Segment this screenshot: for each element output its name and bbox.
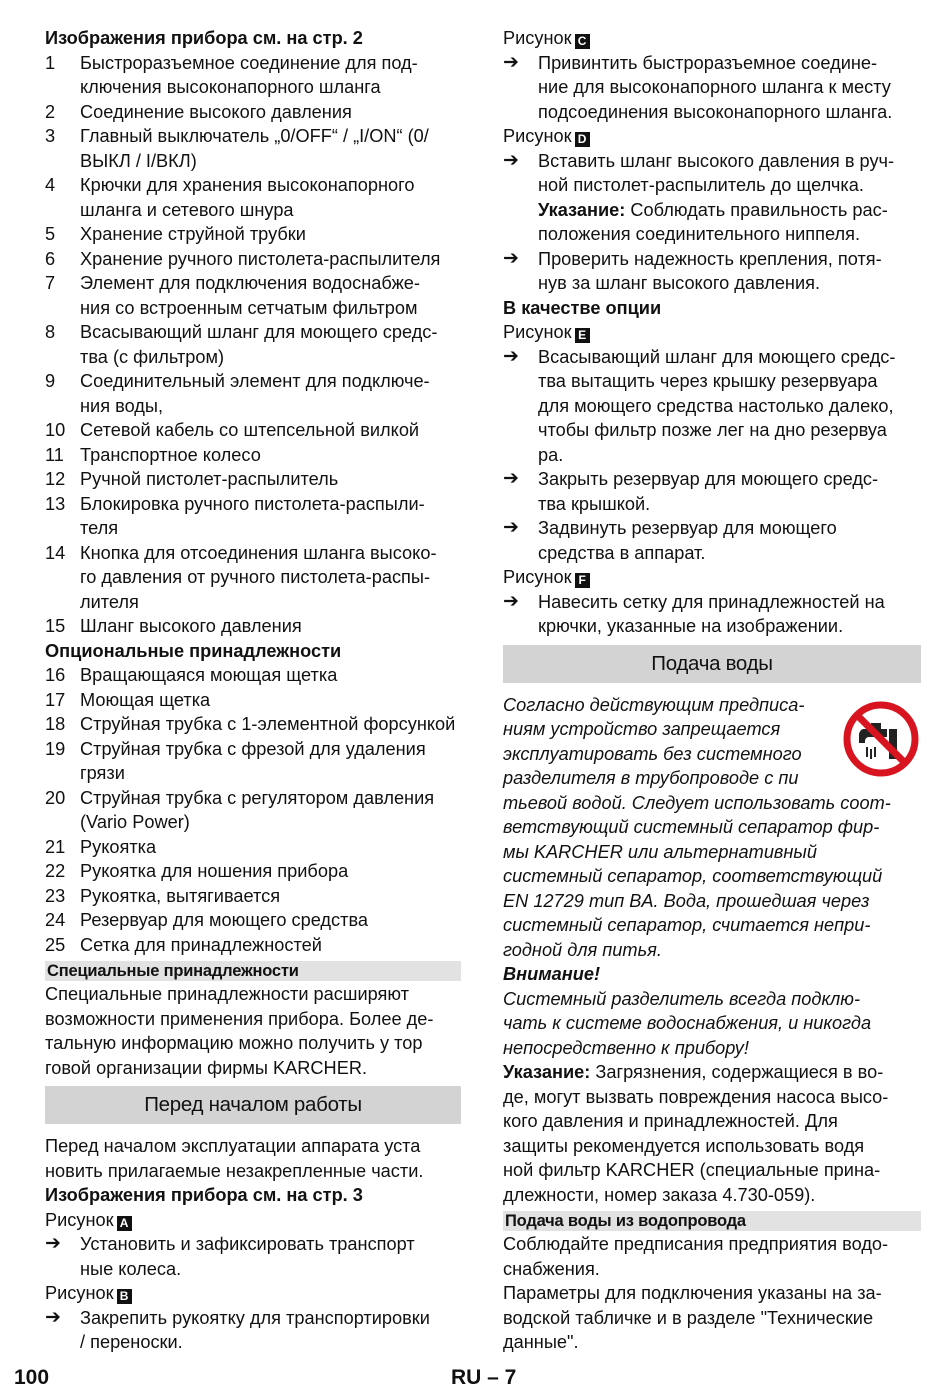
figure-reference [503,124,921,149]
right-arrow-icon: ➔ [503,468,519,489]
text-line: тьевой водой. Следует использовать соот- [503,792,891,813]
instruction-step [503,516,921,565]
text-line: Установить и зафиксировать транспорт [80,1234,415,1254]
list-item [45,173,461,222]
list-item [45,100,461,125]
item-number: 19 [45,738,66,759]
item-text: ния со встроенным сетчатым фильтром [80,297,418,318]
item-number: 25 [45,934,66,955]
text-line: крючки, указанные на изображении. [538,616,844,636]
text-line: Параметры для подключения указаны на за- [503,1283,882,1303]
item-text: тва (с фильтром) [80,346,225,367]
item-text: Элемент для подключения водоснабже- [80,273,420,293]
list-item [45,443,461,468]
list-item [45,271,461,320]
list-item [45,222,461,247]
special-accessories-text [45,982,461,1080]
text-line: тальную информацию можно получить у тор [45,1033,423,1053]
list-item [45,51,461,100]
text-line: мы KARCHER или альтернативный [503,841,817,862]
list-item [45,786,461,835]
list-item [45,712,461,737]
page-number: 100 [14,1366,50,1389]
instruction-step [45,1306,461,1355]
list-item [45,467,461,492]
text-line: положения соединительного ниппеля. [538,224,860,244]
subsection-heading: Специальные принадлежности [45,961,461,981]
list-item [45,247,461,272]
figure-label: Рисунок [503,28,572,48]
section-page-label: RU – 7 [451,1366,517,1389]
item-number: 9 [45,371,56,391]
right-arrow-icon: ➔ [45,1306,61,1328]
item-text: Моющая щетка [80,689,211,710]
parts-list [45,51,461,639]
figure-label: Рисунок [45,1283,114,1303]
note-label: Указание: [538,199,626,220]
instruction-step [503,345,921,468]
list-item [45,492,461,541]
text-line: тва вытащить через крышку резервуара [538,371,878,391]
instruction-step [45,1232,461,1281]
attention-label: Внимание! [503,964,601,984]
right-arrow-icon: ➔ [503,517,519,538]
text-line: Специальные принадлежности расширяют [45,984,409,1004]
text-line: снабжения. [503,1258,600,1279]
list-item [45,737,461,786]
right-arrow-icon: ➔ [503,51,519,73]
note-line [538,198,921,223]
list-item [45,859,461,884]
item-number: 24 [45,910,66,930]
text-line: возможности применения прибора. Более де- [45,1008,434,1029]
text-line: чать к системе водоснабжения, и никогда [503,1013,872,1033]
text-line: Проверить надежность крепления, потя- [538,248,882,269]
item-number: 15 [45,616,66,636]
list-item [45,884,461,909]
figure-reference [503,26,921,51]
text-line: Задвинуть резервуар для моющего [538,518,837,538]
text-line: ниям устройство запрещается [503,719,781,739]
note-line [503,1060,921,1085]
no-drinking-water-icon [841,699,921,779]
text-line: ние для высоконапорного шланга к месту [538,77,891,97]
text-line: новить прилагаемые незакрепленные части. [45,1160,424,1181]
text-line: ные колеса. [80,1258,182,1279]
item-text: Всасывающий шланг для моющего средс- [80,322,438,342]
item-number: 1 [45,52,56,73]
item-number: 16 [45,665,66,685]
right-arrow-icon: ➔ [503,590,519,612]
item-number: 17 [45,689,66,710]
text-line: Перед началом эксплуатации аппарата уста [45,1136,421,1156]
figure-reference [45,1281,461,1306]
item-text: грязи [80,763,125,783]
figure-label: Рисунок [503,567,572,587]
item-text: Блокировка ручного пистолета-распыли- [80,493,425,514]
item-text: Рукоятка для ношения прибора [80,861,349,881]
list-item [45,933,461,958]
right-column [503,26,921,1355]
list-item [45,320,461,369]
note-text: Загрязнения, содержащиеся в во- [590,1062,884,1082]
list-item [45,614,461,639]
item-text: го давления от ручного пистолета-распы- [80,567,431,587]
section-heading: Опциональные принадлежности [45,640,342,661]
text-line: чтобы фильтр позже лег на дно резервуа [538,420,887,440]
note-block [503,1060,921,1207]
instruction-step [503,149,921,247]
text-line: длежности, номер заказа 4.730-059). [503,1184,816,1205]
text-line: средства в аппарат. [538,542,706,563]
item-text: Транспортное колесо [80,444,261,465]
text-line: тва крышкой. [538,493,651,514]
text-line: водской табличке и в разделе "Технические [503,1307,874,1328]
text-line: Привинтить быстроразъемное соедине- [538,52,878,73]
right-arrow-icon: ➔ [503,247,519,269]
item-number: 22 [45,861,66,881]
item-number: 7 [45,273,56,293]
item-number: 14 [45,542,66,563]
list-item [45,124,461,173]
item-text: Сетка для принадлежностей [80,934,322,955]
right-arrow-icon: ➔ [503,149,519,171]
figure-reference [45,1208,461,1233]
text-line: Вставить шланг высокого давления в руч- [538,150,895,171]
figure-letter-badge: D [575,132,590,147]
item-text: Струйная трубка с фрезой для удаления [80,738,426,759]
note-label: Указание: [503,1062,591,1082]
item-text: Резервуар для моющего средства [80,910,369,930]
text-line: Закрыть резервуар для моющего средс- [538,469,879,489]
right-arrow-icon: ➔ [45,1233,61,1254]
instruction-step [503,467,921,516]
text-line: разделителя в трубопроводе с пи [503,768,799,788]
item-number: 5 [45,224,56,244]
item-number: 13 [45,493,66,514]
item-number: 10 [45,420,66,440]
figure-letter-badge: F [575,573,590,588]
item-number: 8 [45,322,56,342]
instruction-step [503,51,921,125]
item-text: Соединительный элемент для подключе- [80,371,430,391]
warning-text [503,693,921,1061]
text-line: EN 12729 тип BA. Вода, прошедшая через [503,890,870,911]
text-line: / переноски. [80,1332,183,1352]
figure-letter-badge: B [117,1289,132,1304]
item-number: 3 [45,126,56,146]
item-number: 2 [45,101,56,122]
text-line: де, могут вызвать повреждения насоса высо- [503,1086,889,1107]
item-number: 6 [45,248,56,269]
instruction-step [503,247,921,296]
item-text: Главный выключатель „0/OFF“ / „I/ON“ (0/ [80,126,429,146]
text-line: ра. [538,444,564,465]
text-line: Навесить сетку для принадлежностей на [538,591,885,612]
figure-reference [503,565,921,590]
options-list [45,663,461,957]
item-text: Кнопка для отсоединения шланга высоко- [80,542,437,563]
text-line: эксплуатировать без системного [503,743,802,764]
item-text: шланга и сетевого шнура [80,199,294,220]
text-line: ветствующий системный сепаратор фир- [503,817,880,837]
item-text: ВЫКЛ / I/ВКЛ) [80,150,197,171]
list-item [45,663,461,688]
text-line: ной фильтр KARCHER (специальные прина- [503,1160,881,1180]
section-banner: Подача воды [503,645,921,683]
text-line: годной для питья. [503,939,662,960]
item-text: Хранение струйной трубки [80,224,306,244]
text-line: Всасывающий шланг для моющего средс- [538,346,896,367]
figure-letter-badge: E [575,328,590,343]
item-text: лителя [80,591,139,612]
item-number: 23 [45,885,66,906]
item-text: (Vario Power) [80,812,190,832]
text-line: Закрепить рукоятку для транспортировки [80,1307,430,1328]
text-line: данные". [503,1332,579,1352]
left-column [45,26,461,1355]
text-line: непосредственно к прибору! [503,1037,749,1058]
text-line: Системный разделитель всегда подклю- [503,988,861,1009]
item-text: Рукоятка, вытягивается [80,885,281,906]
figure-reference [503,320,921,345]
section-heading: Изображения прибора см. на стр. 2 [45,28,363,48]
text-line: системный сепаратор, соответствующий [503,866,883,886]
item-text: ния воды, [80,395,164,416]
section-heading: Изображения прибора см. на стр. 3 [45,1185,363,1205]
item-number: 18 [45,714,66,734]
figure-label: Рисунок [503,126,572,146]
list-item [45,369,461,418]
item-text: Крючки для хранения высоконапорного [80,175,415,195]
figure-letter-badge: C [575,34,590,49]
item-text: Струйная трубка с 1-элементной форсункой [80,714,456,734]
text-line: кого давления и принадлежностей. Для [503,1111,838,1131]
section-heading: В качестве опции [503,297,662,318]
list-item [45,418,461,443]
text-line: ной пистолет-распылитель до щелчка. [538,175,864,195]
subsection-heading: Подача воды из водопровода [503,1211,921,1231]
list-item [45,908,461,933]
figure-label: Рисунок [45,1209,114,1230]
item-text: Хранение ручного пистолета-распылителя [80,248,441,269]
text-line: Соблюдайте предписания предприятия водо- [503,1234,889,1254]
list-item [45,835,461,860]
item-text: теля [80,518,119,538]
item-number: 20 [45,787,66,808]
section-banner: Перед началом работы [45,1086,461,1124]
text-line: защиты рекомендуется использовать водя [503,1135,865,1156]
item-text: Соединение высокого давления [80,101,352,122]
figure-letter-badge: A [117,1216,132,1231]
water-supply-text [503,1232,921,1355]
right-arrow-icon: ➔ [503,345,519,367]
text-line: системный сепаратор, считается непри- [503,915,871,935]
text-line: нув за шланг высокого давления. [538,273,821,293]
item-text: Рукоятка [80,836,157,857]
item-text: ключения высоконапорного шланга [80,77,381,97]
text-line: говой организации фирмы KARCHER. [45,1057,368,1078]
text-line: подсоединения высоконапорного шланга. [538,101,893,122]
list-item [45,541,461,615]
item-text: Ручной пистолет-распылитель [80,469,339,489]
note-text: Соблюдать правильность рас- [625,199,888,220]
instruction-step [503,590,921,639]
figure-label: Рисунок [503,322,572,342]
item-number: 4 [45,175,56,195]
item-text: Струйная трубка с регулятором давления [80,787,435,808]
list-item [45,688,461,713]
item-text: Быстроразъемное соединение для под- [80,52,418,73]
item-number: 21 [45,836,66,857]
item-number: 11 [45,444,64,465]
item-text: Сетевой кабель со штепсельной вилкой [80,420,420,440]
item-text: Шланг высокого давления [80,616,302,636]
item-number: 12 [45,469,66,489]
text-line: для моющего средства настолько далеко, [538,395,894,416]
text-line: Согласно действующим предписа- [503,694,805,715]
item-text: Вращающаяся моющая щетка [80,665,338,685]
